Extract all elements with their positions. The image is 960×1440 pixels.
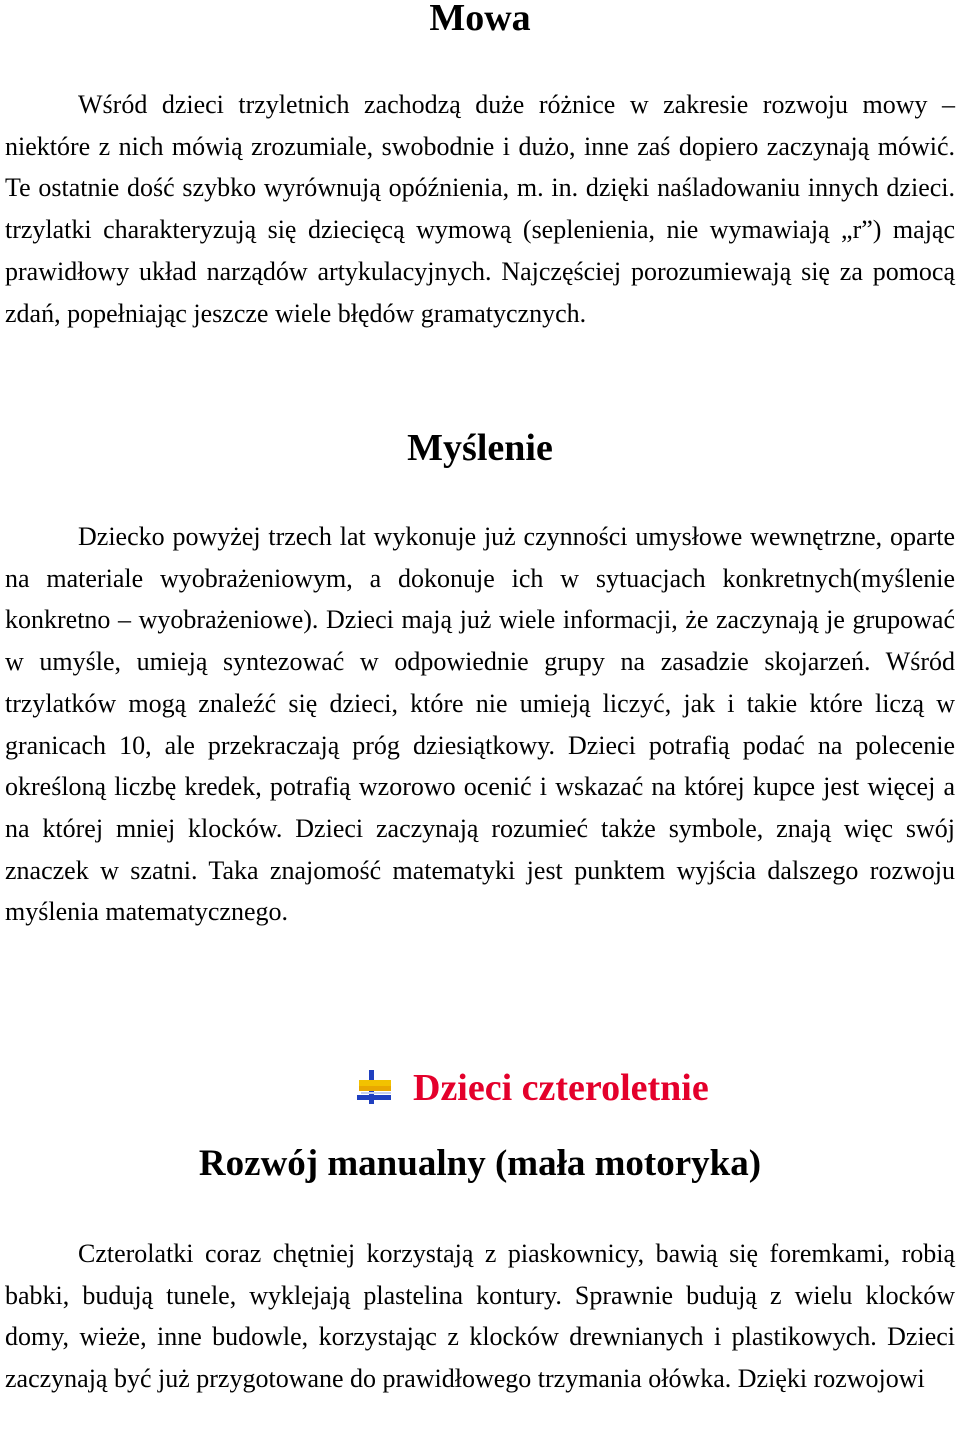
heading-czteroletnie: Dzieci czteroletnie: [413, 1067, 709, 1109]
heading-mowa: Mowa: [429, 0, 531, 39]
bullet-decor-icon: [355, 1068, 393, 1108]
paragraph-rozwoj-text: Czterolatki coraz chętniej korzystają z piaskownicy, bawią się foremkami, robią babki, budują tunele, wyklejają plastelina kontury. Sprawnie budują z wielu klocków domy, wieże, inne budowle, korzystając z klocków drewnianych i plastikowych. Dzieci zaczynają być już przygotowane do prawidłowego trzymania ołówka. Dzięki rozwojowi: [5, 1239, 955, 1394]
paragraph-mowa: [5, 84, 955, 334]
paragraph-rozwoj-manualny: [5, 1233, 955, 1400]
paragraph-mowa-text: Wśród dzieci trzyletnich zachodzą duże różnice w zakresie rozwoju mowy – niektóre z nich mówią zrozumiale, swobodnie i dużo, inne zaś dopiero zaczynają mówić. Te ostatnie dość szybko wyrównują opóźnienia, m. in. dzięki naśladowaniu innych dzieci. trzylatki charakteryzują się dziecięcą wymową (seplenienia, nie wymawiają „r”) mając prawidłowy układ narządów artykulacyjnych. Najczęściej porozumiewają się za pomocą zdań, popełniając jeszcze wiele błędów gramatycznych.: [5, 90, 955, 328]
heading-czteroletnie-row: [355, 1064, 709, 1112]
heading-myslenie: Myślenie: [407, 427, 553, 469]
paragraph-myslenie: [5, 516, 955, 933]
heading-rozwoj-manualny: Rozwój manualny (mała motoryka): [198, 1143, 762, 1184]
paragraph-myslenie-text: Dziecko powyżej trzech lat wykonuje już czynności umysłowe wewnętrzne, oparte na materiale wyobrażeniowym, a dokonuje ich w sytuacjach konkretnych(myślenie konkretno – wyobrażeniowe). Dzieci mają już wiele informacji, że zaczynają je grupować w umyśle, umieją syntezować w odpowiednie grupy na zasadzie skojarzeń. Wśród trzylatków mogą znaleźć się dzieci, które nie umieją liczyć, jak i takie które liczą w granicach 10, ale przekraczają próg dziesiątkowy. Dzieci potrafią podać na polecenie określoną liczbę kredek, potrafią wzorowo ocenić i wskazać na której kupce jest więcej a na której mniej klocków. Dzieci zaczynają rozumieć także symbole, znają więc swój znaczek w szatni. Taka znajomość matematyki jest punktem wyjścia dalszego rozwoju myślenia matematycznego.: [5, 522, 955, 927]
